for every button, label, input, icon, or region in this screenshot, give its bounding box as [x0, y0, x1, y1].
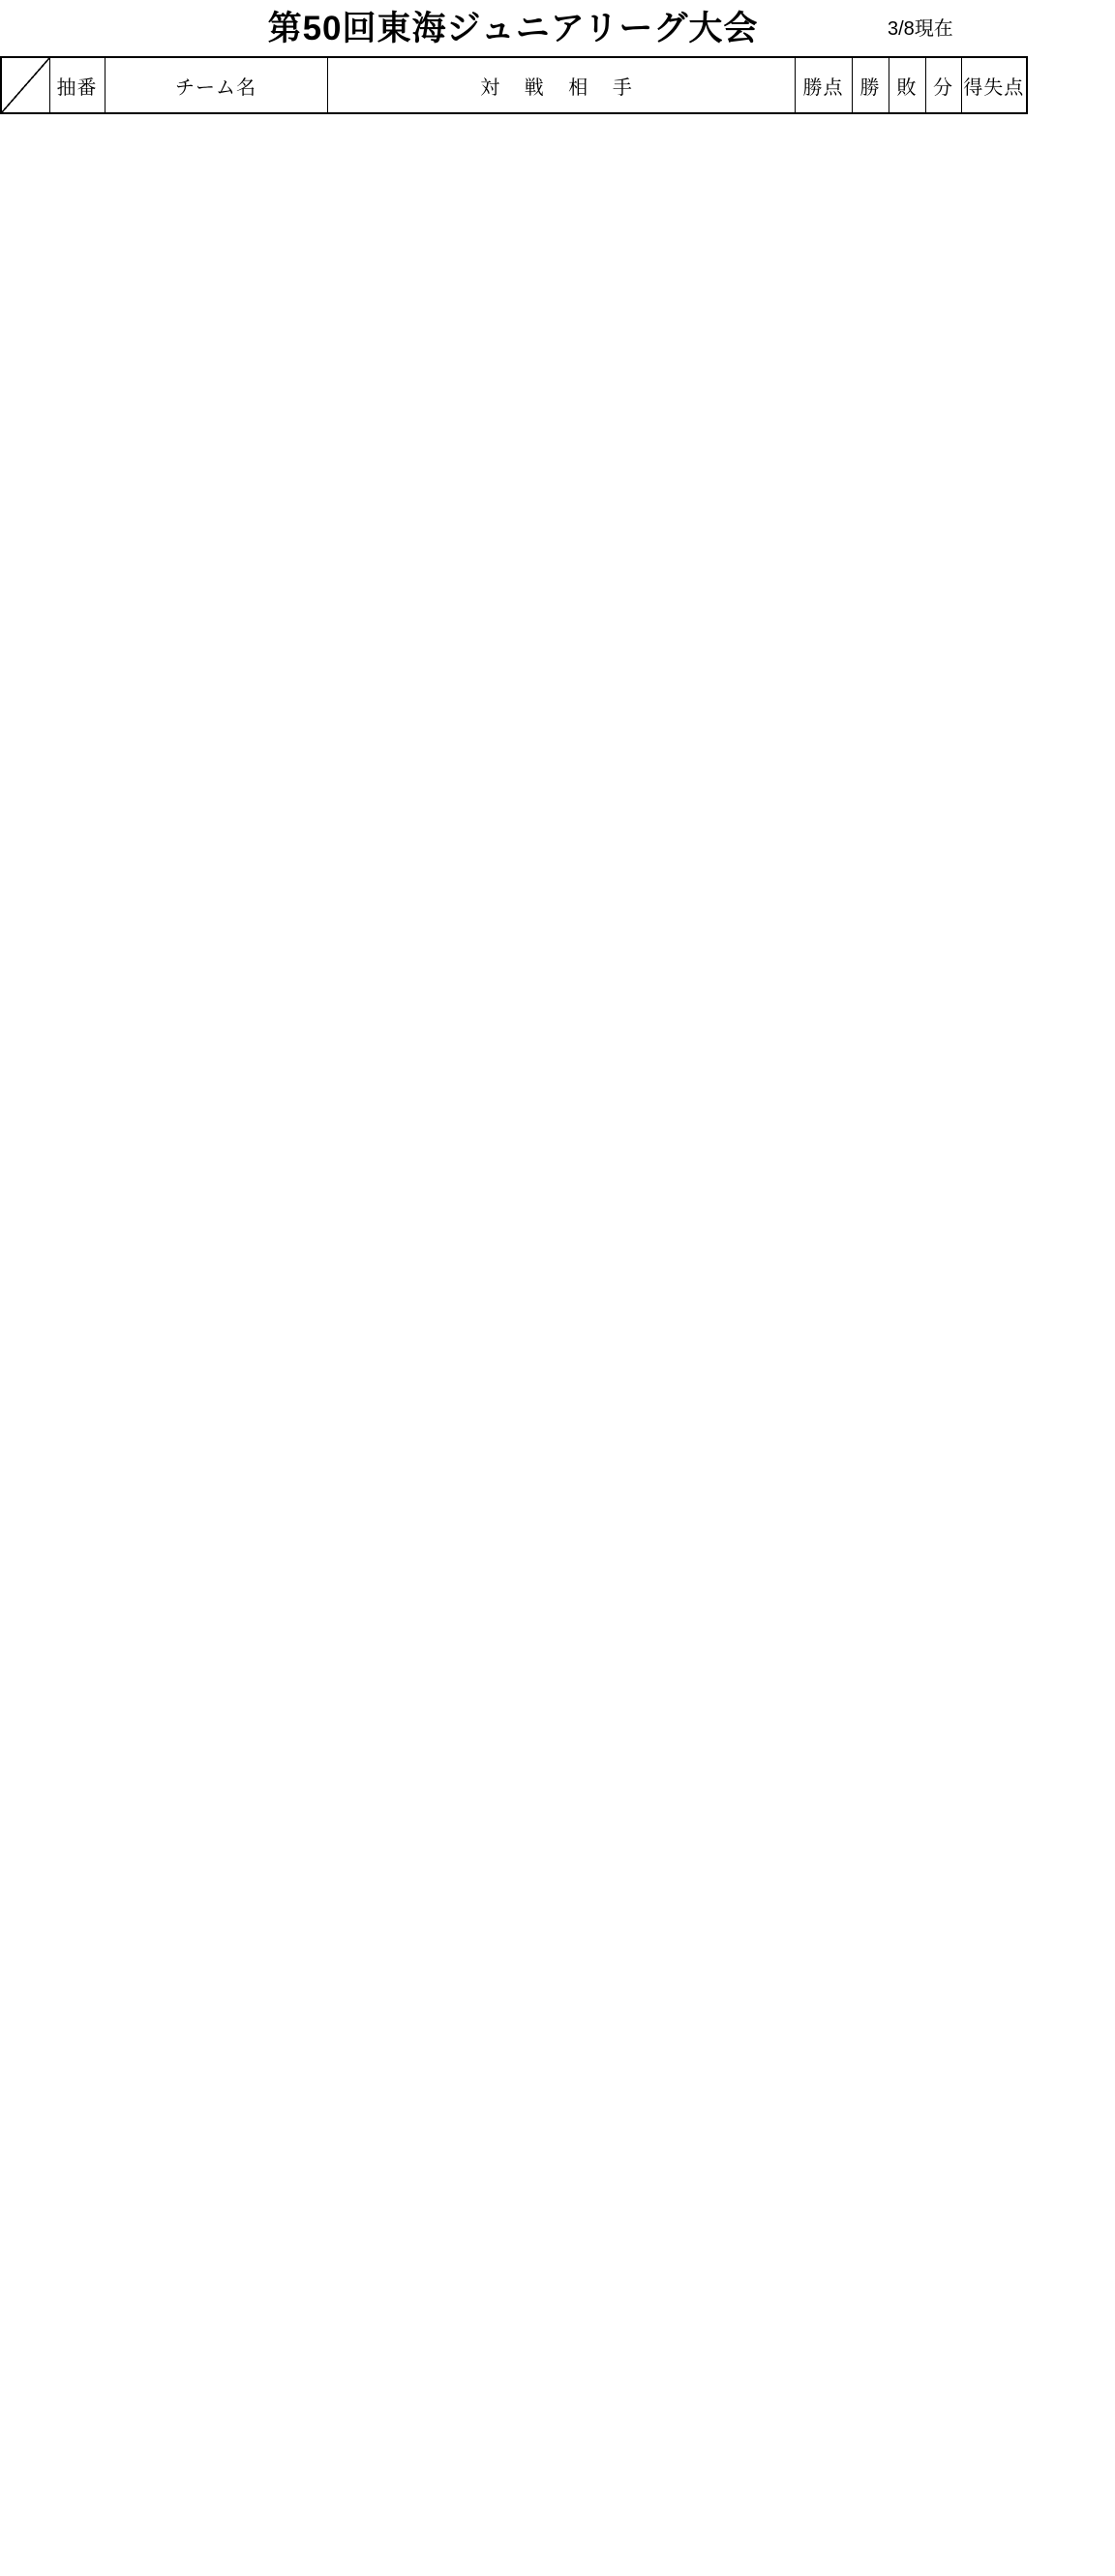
league-table [0, 56, 1028, 114]
header-row [1, 57, 1027, 113]
spreadsheet [0, 0, 1115, 114]
header-losses: 敗 [889, 57, 925, 113]
page-title: 第50回東海ジュニアリーグ大会 [267, 10, 759, 47]
title-bar [0, 0, 1026, 56]
as-of-date: 3/8現在 [888, 18, 953, 40]
diagonal-header-cell [1, 57, 49, 113]
header-team-name: チーム名 [105, 57, 327, 113]
header-opponents: 対 戦 相 手 [327, 57, 795, 113]
header-goal-diff: 得失点 [961, 57, 1027, 113]
header-draws: 分 [925, 57, 961, 113]
header-draw-number: 抽番 [49, 57, 105, 113]
header-wins: 勝 [852, 57, 889, 113]
header-points: 勝点 [795, 57, 852, 113]
